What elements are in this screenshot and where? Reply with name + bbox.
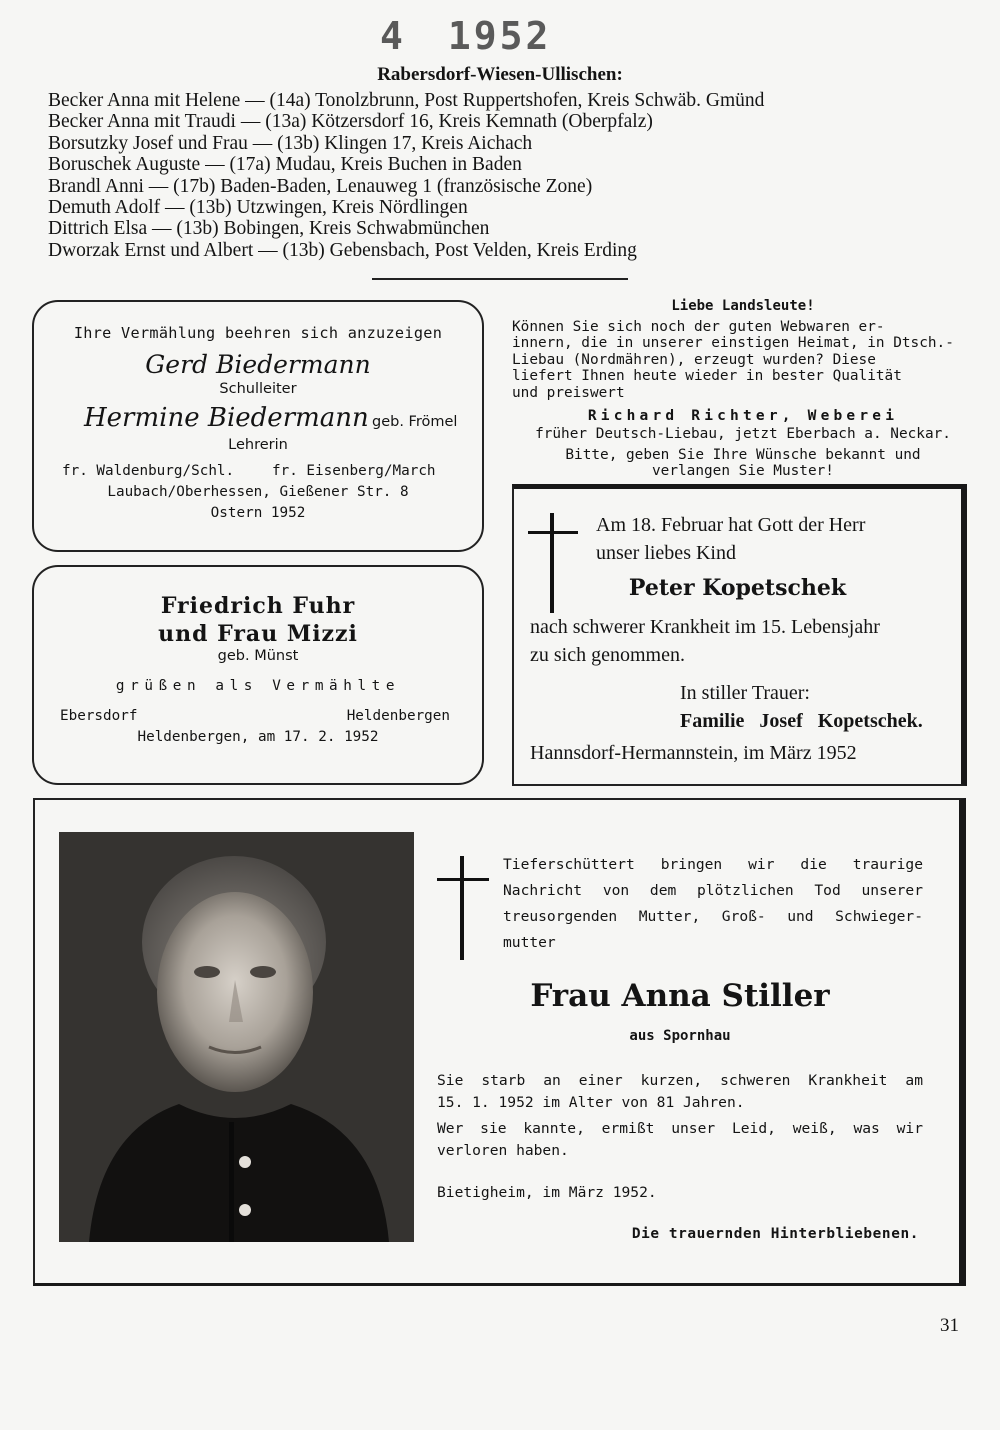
obit-signature: Die trauernden Hinterbliebenen.: [631, 1226, 919, 1242]
fuhr-place-left: Ebersdorf: [60, 708, 138, 724]
fuhr-maiden-name: geb. Münst: [217, 648, 299, 664]
address-line: Becker Anna mit Helene — (14a) Tonolzbrunn, Post Ruppertshofen, Kreis Schwäb. Gmünd: [48, 90, 765, 111]
obit-intro-line: mutter: [503, 934, 556, 951]
address-line: Brandl Anni — (17b) Baden-Baden, Lenauweg 1 (französische Zone): [48, 175, 593, 197]
fuhr-greeting: grüßen als Vermählte: [115, 678, 401, 694]
deceased-name: Peter Kopetschek: [628, 575, 847, 601]
address-list: [48, 90, 968, 261]
bride-title: Lehrerin: [228, 437, 288, 453]
ad-body-line: liefert Ihnen heute wieder in bester Qualität: [512, 368, 902, 385]
wedding-date: Ostern 1952: [210, 505, 306, 521]
obit-intro-line: Tieferschüttert bringen wir die traurige: [503, 856, 923, 873]
stamp-year: 1952: [447, 14, 552, 58]
family-name: Familie Josef Kopetschek.: [680, 710, 923, 732]
groom-name: Gerd Biedermann: [145, 350, 371, 379]
wedding-intro: Ihre Vermählung beehren sich anzuzeigen: [73, 324, 443, 342]
ad-company: Richard Richter, Weberei: [587, 408, 899, 425]
obituary-kopetschek: [512, 484, 967, 786]
mourning-label: In stiller Trauer:: [680, 682, 810, 704]
address-line: Demuth Adolf — (13b) Utzwingen, Kreis Nördlingen: [48, 197, 468, 219]
ad-body-line: Liebau (Nordmähren), erzeugt wurden? Diese: [512, 351, 876, 368]
fuhr-date-line: Heldenbergen, am 17. 2. 1952: [137, 729, 379, 745]
bride-maiden-name: geb. Frömel: [372, 414, 458, 430]
page-number: 31: [940, 1315, 959, 1336]
obit-grief-line: verloren haben.: [437, 1142, 569, 1159]
obit-intro-line: treusorgenden Mutter, Groß- und Schwieger-: [503, 908, 923, 925]
obit-death-line: 15. 1. 1952 im Alter von 81 Jahren.: [437, 1094, 745, 1111]
obituary-stiller: [33, 798, 966, 1286]
obit-line: unser liebes Kind: [596, 542, 736, 564]
bride-name: Hermine Biedermann: [84, 403, 369, 433]
obit-line: Am 18. Februar hat Gott der Herr: [596, 514, 866, 536]
deceased-name: Frau Anna Stiller: [530, 978, 830, 1014]
ad-heading: Liebe Landsleute!: [671, 298, 815, 314]
section-divider: [372, 278, 628, 280]
cross-icon: [437, 856, 489, 960]
ad-request-line: Bitte, geben Sie Ihre Wünsche bekannt und: [565, 447, 921, 464]
ad-body-line: innern, die in unserer einstigen Heimat, in Dtsch.-: [512, 335, 954, 352]
ad-body-line: und preiswert: [512, 384, 625, 401]
address-line: Becker Anna mit Traudi — (13a) Kötzersdorf 16, Kreis Kemnath (Oberpfalz): [48, 111, 653, 133]
address-line: Dittrich Elsa — (13b) Bobingen, Kreis Schwabmünchen: [48, 218, 490, 240]
address-line: Dworzak Ernst und Albert — (13b) Gebensbach, Post Velden, Kreis Erding: [48, 239, 637, 261]
obit-grief-line: Wer sie kannte, ermißt unser Leid, weiß, was wir: [437, 1120, 923, 1137]
issue-stamp: [380, 14, 551, 58]
deceased-origin: aus Spornhau: [629, 1028, 731, 1044]
obit-intro-line: Nachricht von dem plötzlichen Tod unserer: [503, 882, 923, 899]
groom-title: Schulleiter: [219, 381, 297, 397]
obit-place-date: Bietigheim, im März 1952.: [437, 1184, 657, 1201]
groom-origin: fr. Waldenburg/Schl.: [62, 463, 235, 479]
wedding-announcement-biedermann: [32, 300, 484, 552]
stamp-number: 4: [380, 14, 406, 58]
fuhr-name-line2: und Frau Mizzi: [158, 621, 358, 647]
ad-body-line: Können Sie sich noch der guten Webwaren er-: [512, 319, 885, 335]
address-line: Boruschek Auguste — (17a) Mudau, Kreis Buchen in Baden: [48, 154, 522, 176]
fuhr-place-right: Heldenbergen: [346, 708, 450, 724]
fuhr-name-line1: Friedrich Fuhr: [160, 593, 356, 619]
couple-address: Laubach/Oberhessen, Gießener Str. 8: [107, 484, 409, 500]
obit-death-line: Sie starb an einer kurzen, schweren Krankheit am: [437, 1072, 923, 1089]
portrait-photo: [59, 832, 414, 1242]
weberei-advertisement: [512, 298, 974, 479]
section-title: Rabersdorf-Wiesen-Ullischen:: [377, 64, 623, 85]
ad-request-line: verlangen Sie Muster!: [652, 463, 834, 480]
address-line: Borsutzky Josef und Frau — (13b) Klingen 17, Kreis Aichach: [48, 132, 533, 154]
portrait-image: [59, 832, 414, 1242]
obit-line: nach schwerer Krankheit im 15. Lebensjahr: [530, 616, 880, 638]
ad-location: früher Deutsch-Liebau, jetzt Eberbach a. Neckar.: [535, 426, 951, 443]
obit-place-date: Hannsdorf-Hermannstein, im März 1952: [530, 742, 857, 764]
obit-line: zu sich genommen.: [530, 644, 685, 666]
bride-origin: fr. Eisenberg/March: [272, 463, 436, 479]
wedding-announcement-fuhr: [32, 565, 484, 785]
